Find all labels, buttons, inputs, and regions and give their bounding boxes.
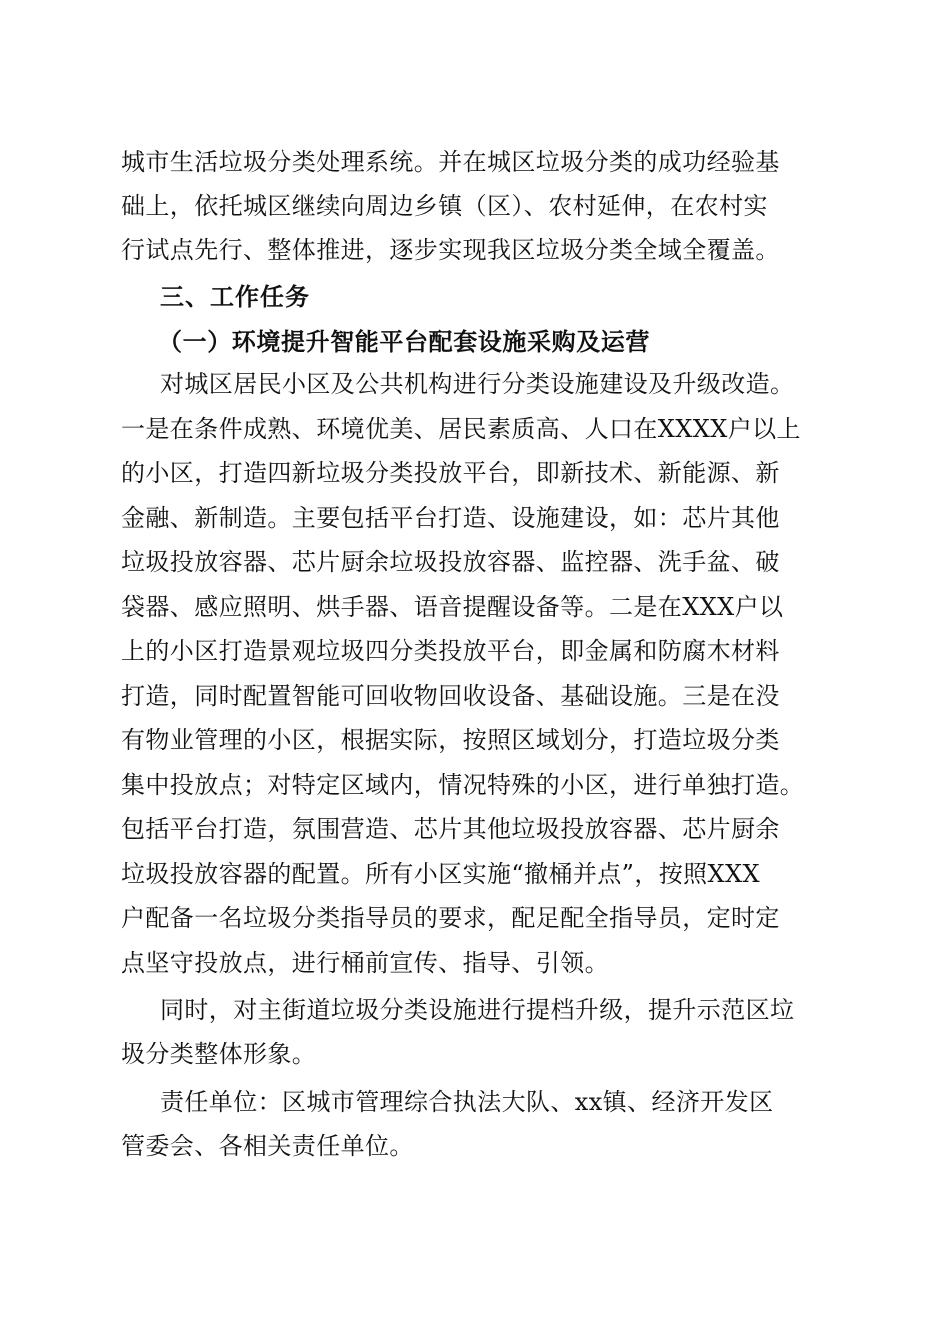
- paragraph-2-line-7: 上的小区打造景观垃圾四分类投放平台，即金属和防腐木材料: [121, 637, 780, 665]
- paragraph-4-line-1: 责任单位：区城市管理综合执法大队、xx镇、经济开发区: [160, 1088, 774, 1116]
- paragraph-2-line-1: 对城区居民小区及公共机构进行分类设施建设及升级改造。: [160, 370, 795, 398]
- paragraph-2-line-14: 点坚守投放点，进行桶前宣传、指导、引领。: [121, 949, 609, 977]
- paragraph-2-line-3: 的小区，打造四新垃圾分类投放平台，即新技术、新能源、新: [121, 459, 780, 487]
- paragraph-1-line-3: 行试点先行、整体推进，逐步实现我区垃圾分类全域全覆盖。: [121, 236, 780, 264]
- paragraph-1-line-2: 础上，依托城区继续向周边乡镇（区）、农村延伸，在农村实: [121, 192, 768, 220]
- paragraph-2-line-10: 集中投放点；对特定区域内，情况特殊的小区，进行单独打造。: [121, 771, 805, 799]
- paragraph-2-line-6: 袋器、感应照明、烘手器、语音提醒设备等。二是在XXX户以: [121, 593, 784, 621]
- subsection-heading: （一）环境提升智能平台配套设施采购及运营: [158, 328, 650, 356]
- paragraph-2-line-5: 垃圾投放容器、芯片厨余垃圾投放容器、监控器、洗手盆、破: [121, 548, 780, 576]
- paragraph-2-line-13: 户配备一名垃圾分类指导员的要求，配足配全指导员，定时定: [121, 904, 780, 932]
- paragraph-2-line-9: 有物业管理的小区，根据实际，按照区域划分，打造垃圾分类: [121, 726, 780, 754]
- paragraph-2-line-12: 垃圾投放容器的配置。所有小区实施“撤桶并点”，按照XXX: [121, 860, 760, 888]
- paragraph-3-line-1: 同时，对主街道垃圾分类设施进行提档升级，提升示范区垃: [160, 996, 795, 1024]
- paragraph-3-line-2: 圾分类整体形象。: [121, 1040, 317, 1068]
- paragraph-1-line-1: 城市生活垃圾分类处理系统。并在城区垃圾分类的成功经验基: [121, 148, 780, 176]
- paragraph-2-line-11: 包括平台打造，氛围营造、芯片其他垃圾投放容器、芯片厨余: [121, 815, 780, 843]
- section-heading: 三、工作任务: [160, 283, 310, 311]
- paragraph-2-line-2: 一是在条件成熟、环境优美、居民素质高、人口在XXXX户以上: [121, 415, 801, 443]
- paragraph-2-line-8: 打造，同时配置智能可回收物回收设备、基础设施。三是在没: [121, 682, 780, 710]
- paragraph-4-line-2: 管委会、各相关责任单位。: [121, 1132, 414, 1160]
- paragraph-2-line-4: 金融、新制造。主要包括平台打造、设施建设，如：芯片其他: [121, 504, 780, 532]
